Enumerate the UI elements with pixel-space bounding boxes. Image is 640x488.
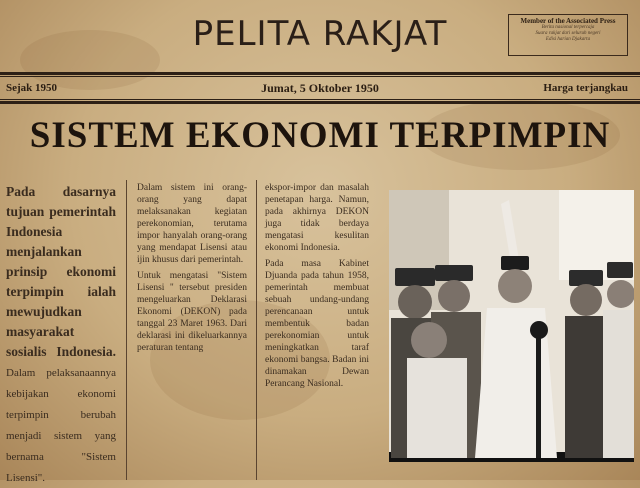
masthead-title: PELITA RAKJAT (192, 14, 448, 54)
press-box-title: Member of the Associated Press (520, 17, 616, 25)
headline: SISTEM EKONOMI TERPIMPIN (29, 115, 611, 156)
issue-date: Jumat, 5 Oktober 1950 (261, 81, 379, 95)
lead-text-rest: Dalam pelaksanaannya kebijakan ekonomi terpimpin berubah menjadi sistem yang bernama "Sistem Lisensi". (6, 367, 116, 484)
crowd-photo-illustration (389, 190, 634, 462)
column-divider (126, 180, 127, 480)
paragraph: ekspor-impor dan masalah penetapan harga. Namun, pada akhirnya DEKON juga tidak berdaya mengatasi kesulitan ekonomi Indonesia. (265, 183, 369, 253)
article-column-2 (137, 182, 247, 358)
paragraph: Untuk mengatasi "Sistem Lisensi " tersebut presiden mengeluarkan Deklarasi Ekonomi (DEKON) pada tanggal 23 Maret 1963. Dari deklarasi ini dikeluarkannya peraturan tentang (137, 271, 247, 353)
top-rule-thin (0, 76, 640, 77)
column-divider (256, 180, 257, 480)
press-box-line: Suara rakjat dari seluruh negeri (535, 31, 601, 36)
lead-text-bold: Pada dasarnya tujuan pemerintah Indonesia menjalankan prinsip ekonomi terpimpin ialah mewujudkan masyarakat sosialis Indonesia. (6, 184, 116, 359)
dateline-bar (0, 78, 640, 98)
article-column-1 (6, 182, 116, 488)
press-box-line: Berita nasional terpercaja (541, 25, 595, 30)
since-label: Sejak 1950 (6, 82, 58, 94)
top-rule (0, 72, 640, 75)
article-column-3 (265, 182, 369, 394)
historic-photo (389, 190, 634, 462)
price-label: Harga terjangkau (543, 82, 628, 94)
paragraph: Dalam sistem ini orang-orang yang dapat melaksanakan kegiatan perekonomian, terutama impor hanyalah orang-orang yang mendapat Lisensi atau ijin khusus dari pemerintah. (137, 183, 247, 265)
paragraph: Pada masa Kabinet Djuanda pada tahun 1958, pemerintah membuat sebuah undang-undang perencanaan untuk membentuk badan perekonomian untuk meningkatkan taraf ekonomi bangsa. Badan ini dinamakan Dewan Perancang Nasional. (265, 259, 369, 389)
dateline-rule (0, 101, 640, 104)
press-box-line: Edisi harian Djakarta (545, 37, 591, 42)
press-box (508, 14, 628, 56)
dateline-rule-thin (0, 99, 640, 100)
